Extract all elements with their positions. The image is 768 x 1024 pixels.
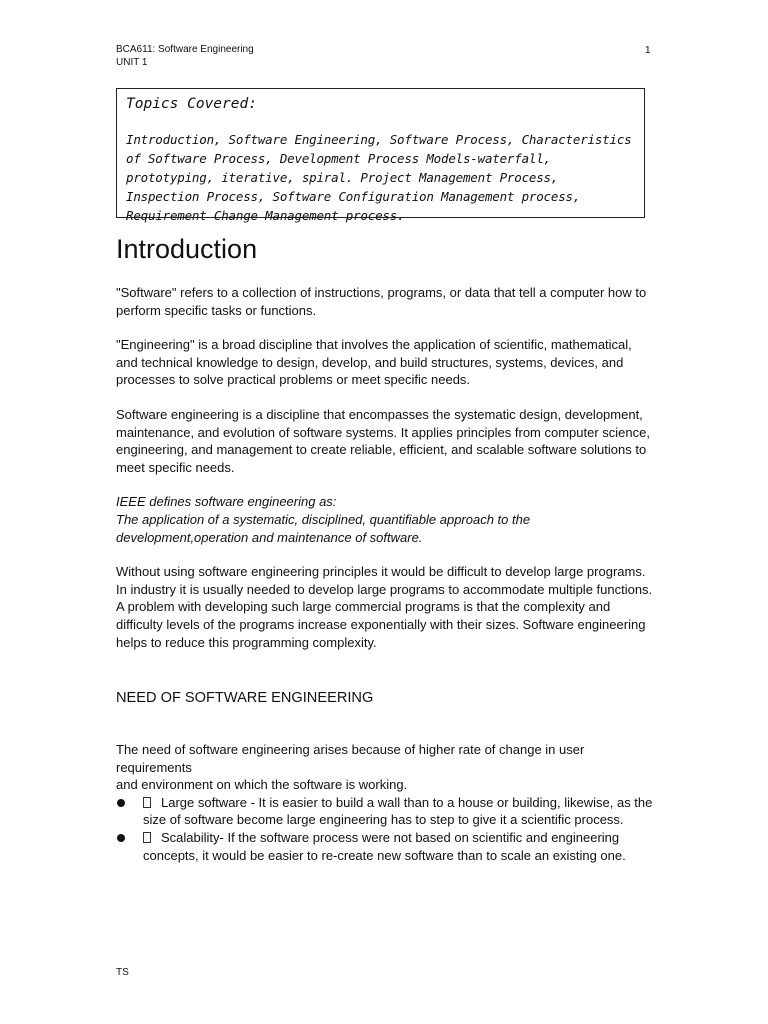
bullet-dot-icon: [117, 834, 125, 842]
complexity-paragraph: Without using software engineering principles it would be difficult to develop large programs. In industry it is usually needed to develop large programs to accommodate multiple functions. A problem with developing such large commercial programs is that the complexity and difficulty levels of the programs increase exponentially with their sizes. Software engineering helps to reduce this programming complexity.: [116, 564, 653, 650]
software-definition: "Software" refers to a collection of instructions, programs, or data that tell a computer how to perform specific tasks or functions.: [116, 285, 647, 318]
ieee-intro: IEEE defines software engineering as:: [116, 494, 337, 510]
list-item: [116, 794, 656, 829]
bullet-dot-icon: [117, 799, 125, 807]
course-title: BCA611: Software Engineering: [116, 44, 254, 55]
document-body: [116, 284, 656, 864]
need-intro: [116, 741, 656, 794]
topics-covered-box: [116, 88, 645, 223]
need-section-heading: NEED OF SOFTWARE ENGINEERING: [116, 690, 374, 707]
page-header: [116, 43, 254, 69]
bullet-text-large-software: Large software - It is easier to build a wall than to a house or building, likewise, as the size of software become large engineering has to step to give it a scientific process.: [143, 794, 653, 828]
need-intro-line-1: The need of software engineering arises because of higher rate of change in user requirements: [116, 742, 585, 775]
bullet-text-scalability: Scalability- If the software process were not based on scientific and engineering concepts, it would be easier to re-create new software than to scale an existing one.: [143, 830, 626, 863]
engineering-definition: "Engineering" is a broad discipline that involves the application of scientific, mathematical, and technical knowledge to design, develop, and build structures, systems, devices, and processes to solve practical problems or meet specific needs.: [116, 337, 632, 388]
page-number: 1: [645, 45, 651, 56]
ieee-definition-block: [116, 493, 656, 546]
need-bullet-list: [116, 794, 656, 864]
list-item: [116, 829, 656, 864]
introduction-heading: Introduction: [116, 234, 258, 264]
unit-label: UNIT 1: [116, 57, 148, 68]
ieee-definition: The application of a systematic, disciplined, quantifiable approach to the development,operation and maintenance of software.: [116, 511, 531, 545]
missing-glyph-icon: [143, 832, 151, 843]
footer-initials: TS: [116, 967, 129, 978]
missing-glyph-icon: [143, 797, 151, 808]
topics-list: Introduction, Software Engineering, Software Process, Characteristics of Software Process, Development Process Models-waterfall, prototyping, iterative, spiral. Project Management Process, Inspection Process, Software Configuration Management process, Requirement Change Management process.: [126, 132, 632, 223]
software-engineering-definition: Software engineering is a discipline that encompasses the systematic design, development, maintenance, and evolution of software systems. It applies principles from computer science, engineering, and management to create reliable, efficient, and scalable software solutions to meet specific needs.: [116, 406, 650, 475]
need-intro-line-2: and environment on which the software is working.: [116, 777, 408, 793]
topics-title: Topics Covered:: [126, 96, 257, 112]
